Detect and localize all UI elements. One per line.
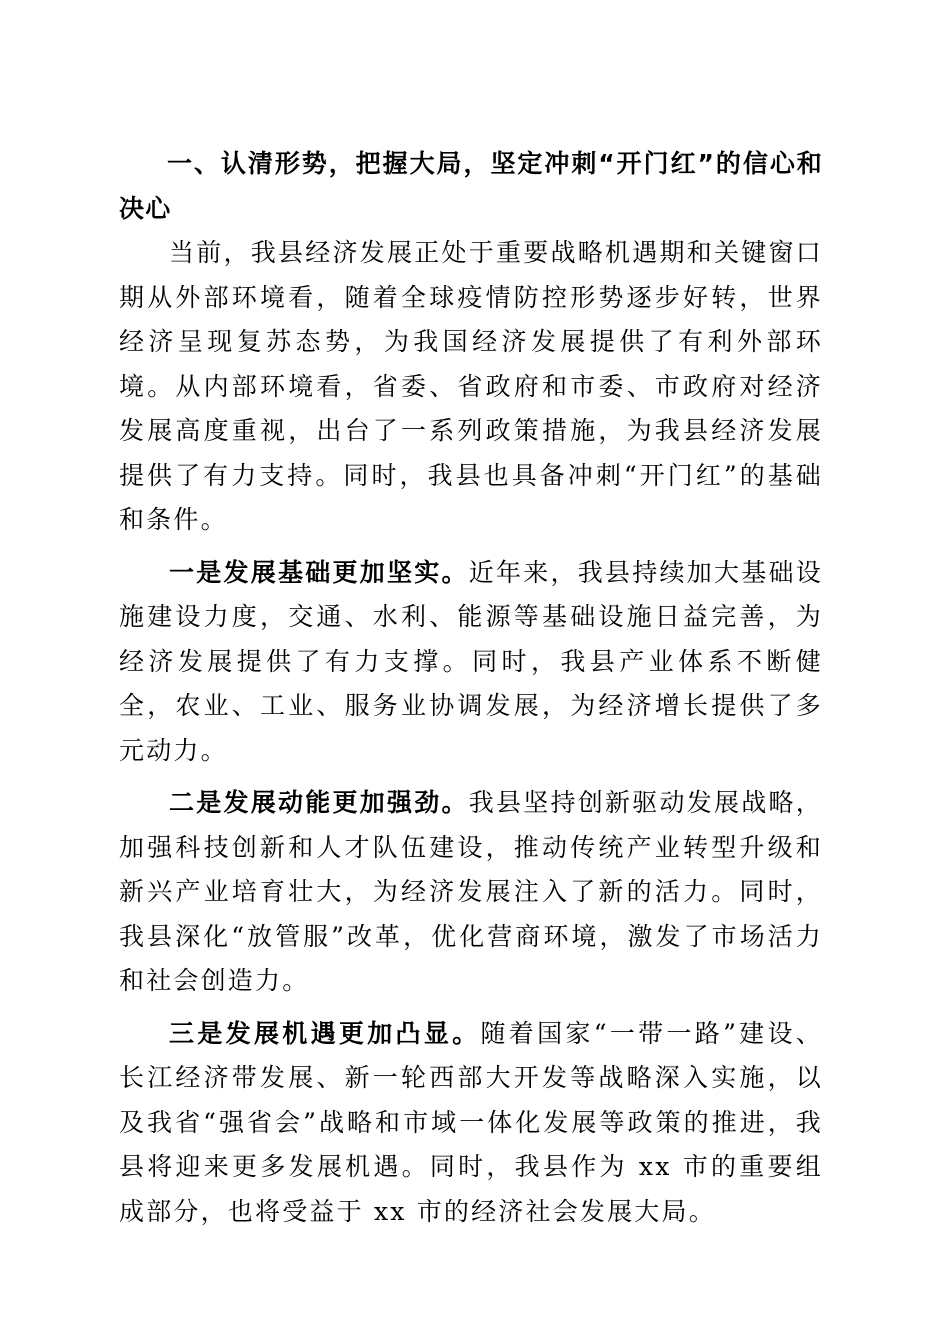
point-lead-1: 一是发展基础更加坚实。 (169, 557, 469, 587)
point-text-1: 近年来，我县持续加大基础设施建设力度，交通、水利、能源等基础设施日益完善，为经济发展提供了有力支撑。同时，我县产业体系不断健全，农业、工业、服务业协调发展，为经济增长提供了多元动力。 (119, 557, 824, 765)
point-lead-2: 二是发展动能更加强劲。 (169, 788, 469, 817)
document-body (119, 142, 823, 1234)
point-paragraph-3 (119, 1012, 823, 1235)
section-heading: 一、认清形势，把握大局，坚定冲刺“开门红”的信心和决心 (119, 149, 823, 223)
point-text-3: 随着国家“一带一路”建设、长江经济带发展、新一轮西部大开发等战略深入实施，以及我省“强省会”战略和市域一体化发展等政策的推进，我县将迎来更多发展机遇。同时，我县作为 xx 市的重要组成部分，也将受益于 xx 市的经济社会发展大局。 (119, 1018, 824, 1226)
point-text-2: 我县坚持创新驱动发展战略，加强科技创新和人才队伍建设，推动传统产业转型升级和新兴产业培育壮大，为经济发展注入了新的活力。同时，我县深化“放管服”改革，优化营商环境，激发了市场活力和社会创造力。 (119, 788, 824, 995)
intro-paragraph: 当前，我县经济发展正处于重要战略机遇期和关键窗口期从外部环境看，随着全球疫情防控形势逐步好转，世界经济呈现复苏态势，为我国经济发展提供了有利外部环境。从内部环境看，省委、省政府和市委、市政府对经济发展高度重视，出台了一系列政策措施，为我县经济发展提供了有力支持。同时，我县也具备冲刺“开门红”的基础和条件。 (119, 238, 823, 534)
point-lead-3: 三是发展机遇更加凸显。 (169, 1018, 481, 1048)
point-paragraph-1 (119, 551, 823, 774)
point-paragraph-2 (119, 781, 823, 1004)
